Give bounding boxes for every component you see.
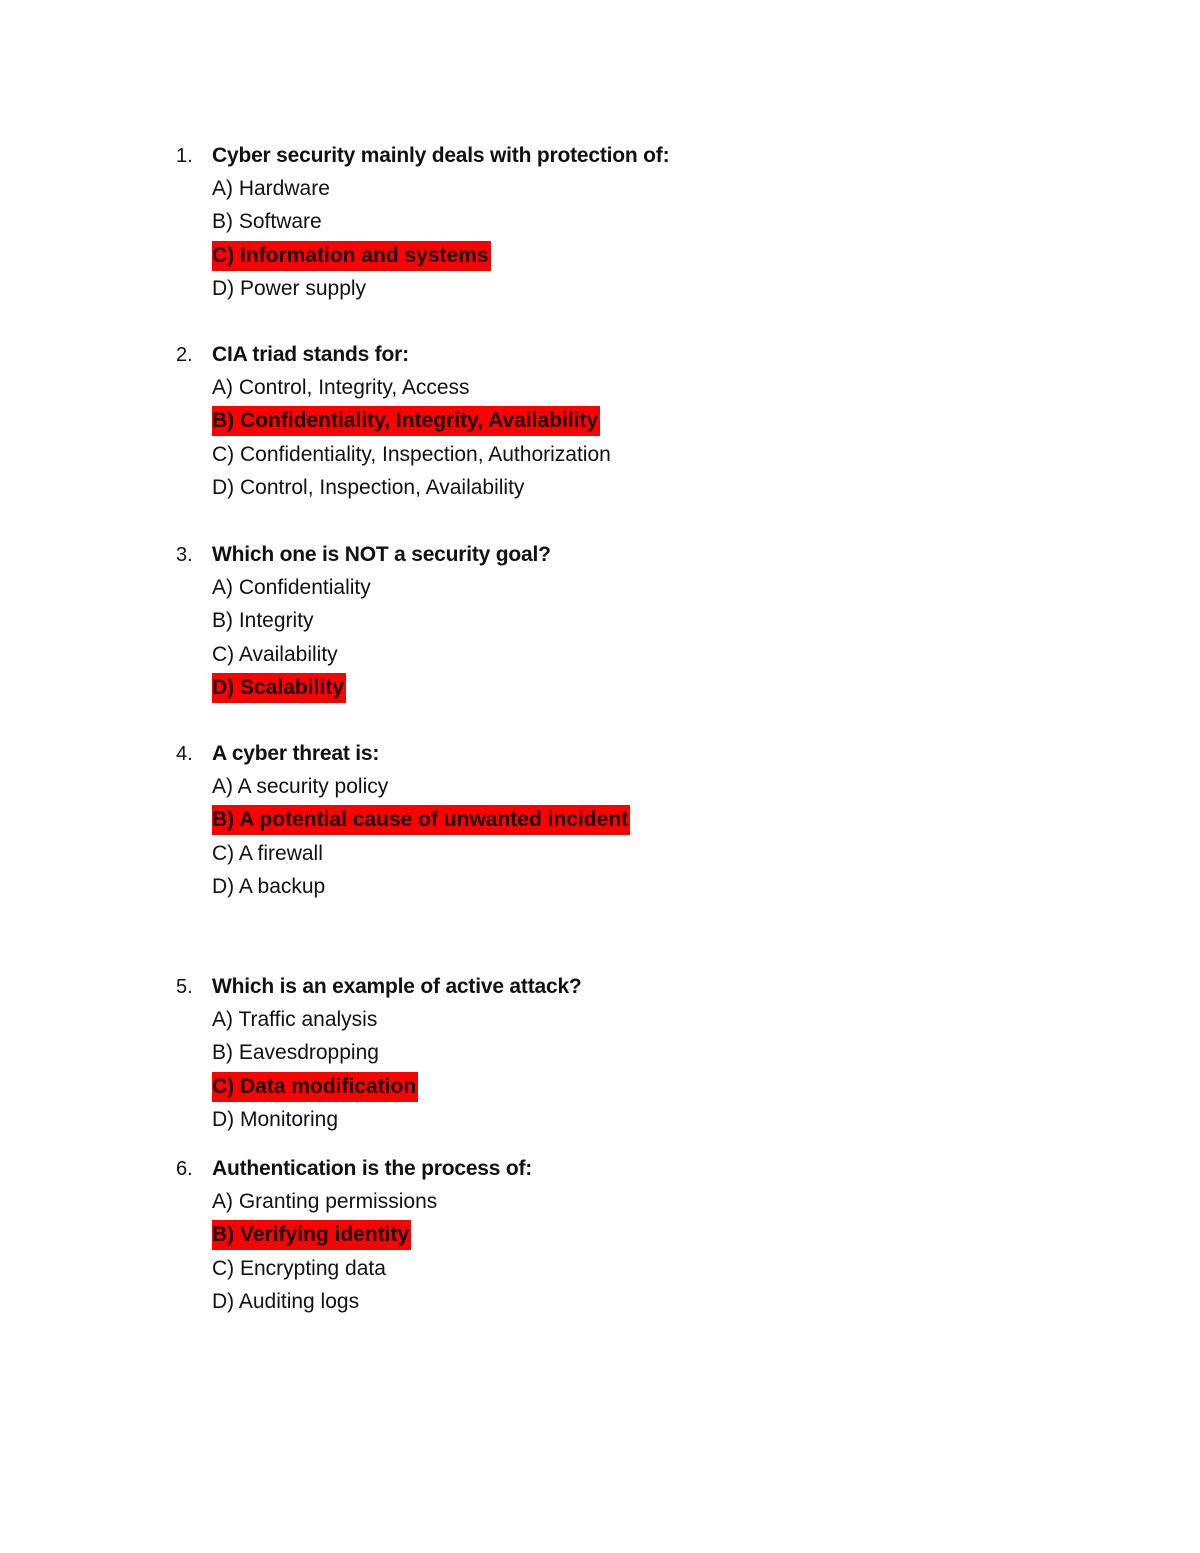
question-number: 5. — [176, 976, 193, 998]
question-4 — [176, 738, 630, 903]
question-5 — [176, 971, 582, 1136]
question-number: 3. — [176, 544, 193, 566]
option-text: C) Availability — [212, 642, 338, 666]
option-list — [176, 371, 613, 504]
question-2 — [176, 339, 613, 504]
question-number: 4. — [176, 743, 193, 765]
option-b — [212, 604, 551, 637]
option-text: B) Software — [212, 210, 322, 234]
option-a — [212, 1185, 532, 1218]
option-a — [212, 371, 613, 404]
option-text: D) Power supply — [212, 276, 367, 300]
option-text: D) Auditing logs — [212, 1289, 360, 1313]
question-text: Cyber security mainly deals with protection of: — [212, 144, 670, 167]
highlighted-answer: B) Confidentiality, Integrity, Availability — [212, 406, 600, 436]
option-text: D) A backup — [212, 874, 326, 898]
question-number: 2. — [176, 344, 193, 366]
highlighted-answer: D) Scalability — [212, 673, 346, 703]
option-text: A) Granting permissions — [212, 1190, 438, 1213]
question-3 — [176, 539, 551, 704]
option-text: A) Confidentiality — [212, 576, 371, 599]
option-text: A) A security policy — [212, 775, 389, 798]
option-text: D) Control, Inspection, Availability — [212, 475, 525, 499]
option-d — [212, 1103, 582, 1136]
option-b — [212, 1036, 582, 1069]
option-text: A) Hardware — [212, 177, 330, 200]
highlighted-answer: B) Verifying identity — [212, 1220, 411, 1250]
option-list — [176, 1185, 532, 1318]
question-number: 6. — [176, 1158, 193, 1180]
question-text: Which is an example of active attack? — [212, 975, 582, 998]
option-c — [212, 837, 630, 870]
option-text: B) Eavesdropping — [212, 1041, 379, 1065]
option-c — [212, 638, 551, 671]
option-d — [212, 1285, 532, 1318]
highlighted-answer: C) Data modification — [212, 1072, 418, 1102]
question-text: CIA triad stands for: — [212, 343, 409, 366]
option-d — [212, 471, 613, 504]
option-d — [212, 272, 669, 305]
option-b — [212, 205, 669, 238]
option-a — [212, 770, 630, 803]
option-text: A) Control, Integrity, Access — [212, 376, 470, 399]
option-list — [176, 1003, 582, 1136]
option-text: C) Encrypting data — [212, 1256, 386, 1280]
option-b-correct-answer — [212, 803, 630, 836]
question-6 — [176, 1153, 532, 1318]
option-text: D) Monitoring — [212, 1107, 339, 1131]
question-text: Authentication is the process of: — [212, 1157, 533, 1180]
option-a — [212, 172, 669, 205]
option-d-correct-answer — [212, 671, 551, 704]
question-text: A cyber threat is: — [212, 742, 380, 765]
option-text: B) Integrity — [212, 609, 314, 633]
option-list — [176, 571, 551, 704]
question-number: 1. — [176, 145, 193, 167]
option-text: A) Traffic analysis — [212, 1008, 378, 1031]
highlighted-answer: C) Information and systems — [212, 241, 491, 271]
question-text: Which one is NOT a security goal? — [212, 543, 551, 566]
option-c — [212, 1252, 532, 1285]
option-b-correct-answer — [212, 404, 613, 437]
option-text: C) Confidentiality, Inspection, Authorization — [212, 442, 611, 466]
option-list — [176, 770, 630, 903]
option-text: C) A firewall — [212, 841, 323, 865]
option-a — [212, 571, 551, 604]
question-1 — [176, 140, 669, 305]
option-c-correct-answer — [212, 1070, 582, 1103]
option-b-correct-answer — [212, 1218, 532, 1251]
option-a — [212, 1003, 582, 1036]
option-d — [212, 870, 630, 903]
option-c-correct-answer — [212, 239, 669, 272]
highlighted-answer: B) A potential cause of unwanted incident — [212, 805, 630, 835]
option-c — [212, 438, 613, 471]
option-list — [176, 172, 669, 305]
